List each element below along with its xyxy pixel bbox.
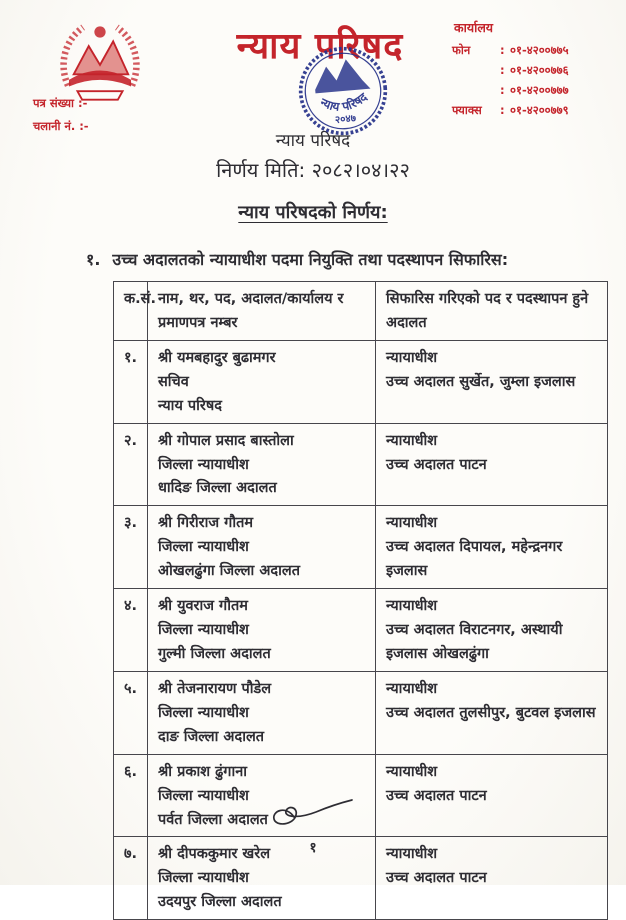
row-name-cell [148, 506, 376, 589]
phone-label: फोन [452, 43, 471, 58]
table-row [114, 589, 608, 672]
table-row [114, 423, 608, 506]
name-line: गुल्मी जिल्ला अदालत [158, 645, 271, 662]
name-line: श्री दीपककुमार खरेल [158, 846, 271, 863]
recommendation-table-body [114, 340, 608, 919]
reference-block [33, 92, 89, 138]
org-name-text: न्याय परिषद [275, 131, 351, 151]
decision-heading-text: न्याय परिषदको निर्णय: [238, 202, 388, 223]
row-recommendation-cell [376, 754, 608, 837]
colon: : [500, 43, 505, 58]
seal-text: न्याय परिषद [318, 90, 370, 114]
name-line: जिल्ला न्यायाधीश [158, 622, 249, 639]
phone-label-empty [452, 82, 500, 100]
item-number: १. [86, 250, 101, 269]
recommendation-line: उच्च अदालत तुलसीपुर, बुटवल इजलास [386, 704, 596, 721]
name-line: पर्वत जिल्ला अदालत [158, 811, 268, 828]
fax-label: फ्याक्स [452, 102, 482, 117]
name-line: जिल्ला न्यायाधीश [158, 539, 249, 556]
name-line: उदयपुर जिल्ला अदालत [158, 894, 282, 911]
fax-row [452, 102, 610, 120]
svg-text:न्याय परिषद [316, 89, 371, 116]
row-serial: ४. [114, 589, 148, 672]
recommendation-line: न्यायाधीश [386, 515, 438, 532]
row-serial: ७. [114, 837, 148, 920]
phone-number: ०१-४२००७७५ [510, 43, 569, 58]
row-recommendation-cell [376, 589, 608, 672]
row-serial: १. [114, 340, 148, 423]
name-line: सचिव [158, 373, 189, 390]
seal-year: २०४७ [334, 113, 357, 127]
official-seal-stamp-icon [293, 41, 393, 141]
row-recommendation-cell [376, 506, 608, 589]
name-line: जिल्ला न्यायाधीश [158, 787, 249, 804]
recommendation-line: न्यायाधीश [386, 763, 438, 780]
table-row [114, 754, 608, 837]
phone-row [452, 82, 610, 100]
recommendation-line: न्यायाधीश [386, 846, 438, 863]
colon: : [500, 102, 505, 117]
row-name-cell [148, 671, 376, 754]
row-name-cell [148, 340, 376, 423]
recommendation-line: न्यायाधीश [386, 432, 438, 449]
phone-number: ०१-४२००७७६ [510, 63, 569, 78]
letter-number-label: पत्र संख्या :- [33, 96, 88, 110]
page-number: १ [309, 840, 317, 856]
table-header-row [114, 282, 608, 341]
name-line: जिल्ला न्यायाधीश [158, 870, 249, 887]
recommendation-line: उच्च अदालत विराटनगर, अस्थायी इजलास ओखलढुंगा [386, 622, 563, 662]
recommendation-line: उच्च अदालत दिपायल, महेन्द्रनगर इजलास [386, 539, 563, 580]
recommendation-line: उच्च अदालत पाटन [386, 787, 487, 804]
row-serial: २. [114, 423, 148, 506]
row-recommendation-cell [376, 423, 608, 506]
name-line: जिल्ला न्यायाधीश [158, 456, 249, 473]
fax-number: ०१-४२००७७९ [510, 102, 569, 117]
row-serial: ६. [114, 754, 148, 837]
header-serial: क.सं. [114, 282, 148, 341]
recommendation-line: उच्च अदालत सुर्खेत, जुम्ला इजलास [386, 373, 576, 390]
name-line: धादिङ जिल्ला अदालत [158, 480, 277, 497]
office-label: कार्यालय [454, 20, 494, 35]
row-serial: ५. [114, 671, 148, 754]
recommendation-line: न्यायाधीश [386, 680, 438, 697]
name-line: श्री यमबहादुर बुढामगर [158, 349, 276, 366]
name-line: श्री गोपाल प्रसाद बास्तोला [158, 432, 294, 449]
recommendation-line: न्यायाधीश [386, 598, 438, 615]
header-name: नाम, थर, पद, अदालत/कार्यालय र प्रमाणपत्र नम्बर [148, 282, 376, 341]
name-line: दाङ जिल्ला अदालत [158, 728, 265, 745]
row-name-cell [148, 589, 376, 672]
colon: : [500, 83, 505, 97]
table-row [114, 671, 608, 754]
name-line: श्री तेजनारायण पौडेल [158, 680, 272, 697]
row-name-cell [148, 423, 376, 506]
recommendation-line: उच्च अदालत पाटन [386, 456, 487, 473]
colon: : [500, 63, 505, 78]
name-line: ओखलढुंगा जिल्ला अदालत [158, 563, 300, 580]
signature-mark-icon [264, 795, 356, 835]
name-line: न्याय परिषद [158, 397, 222, 414]
table-row [114, 340, 608, 423]
recommendation-table [113, 281, 608, 920]
item-heading-line [86, 248, 626, 270]
name-line: श्री युवराज गौतम [158, 598, 248, 615]
row-recommendation-cell [376, 671, 608, 754]
header-recommendation: सिफारिस गरिएको पद र पदस्थापन हुने अदालत [376, 282, 608, 341]
name-line: श्री गिरीराज गौतम [158, 515, 254, 532]
phone-number: ०१-४२००७७७ [510, 83, 569, 97]
name-line: श्री प्रकाश ढुंगाना [158, 763, 248, 780]
table-header [114, 282, 608, 341]
row-recommendation-cell [376, 340, 608, 423]
recommendation-line: न्यायाधीश [386, 349, 438, 366]
row-serial: ३. [114, 506, 148, 589]
dispatch-number-label: चलानी नं. :- [33, 119, 89, 133]
table-row [114, 506, 608, 589]
item-heading: उच्च अदालतको न्यायाधीश पदमा नियुक्ति तथा पदस्थापन सिफारिस: [112, 250, 509, 269]
recommendation-line: उच्च अदालत पाटन [386, 870, 487, 887]
decision-date: निर्णय मिति: २०८२।०४।२२ [216, 158, 410, 182]
name-line: जिल्ला न्यायाधीश [158, 704, 249, 721]
letterhead-title: न्याय परिषद [236, 26, 404, 67]
decision-heading [0, 200, 626, 224]
